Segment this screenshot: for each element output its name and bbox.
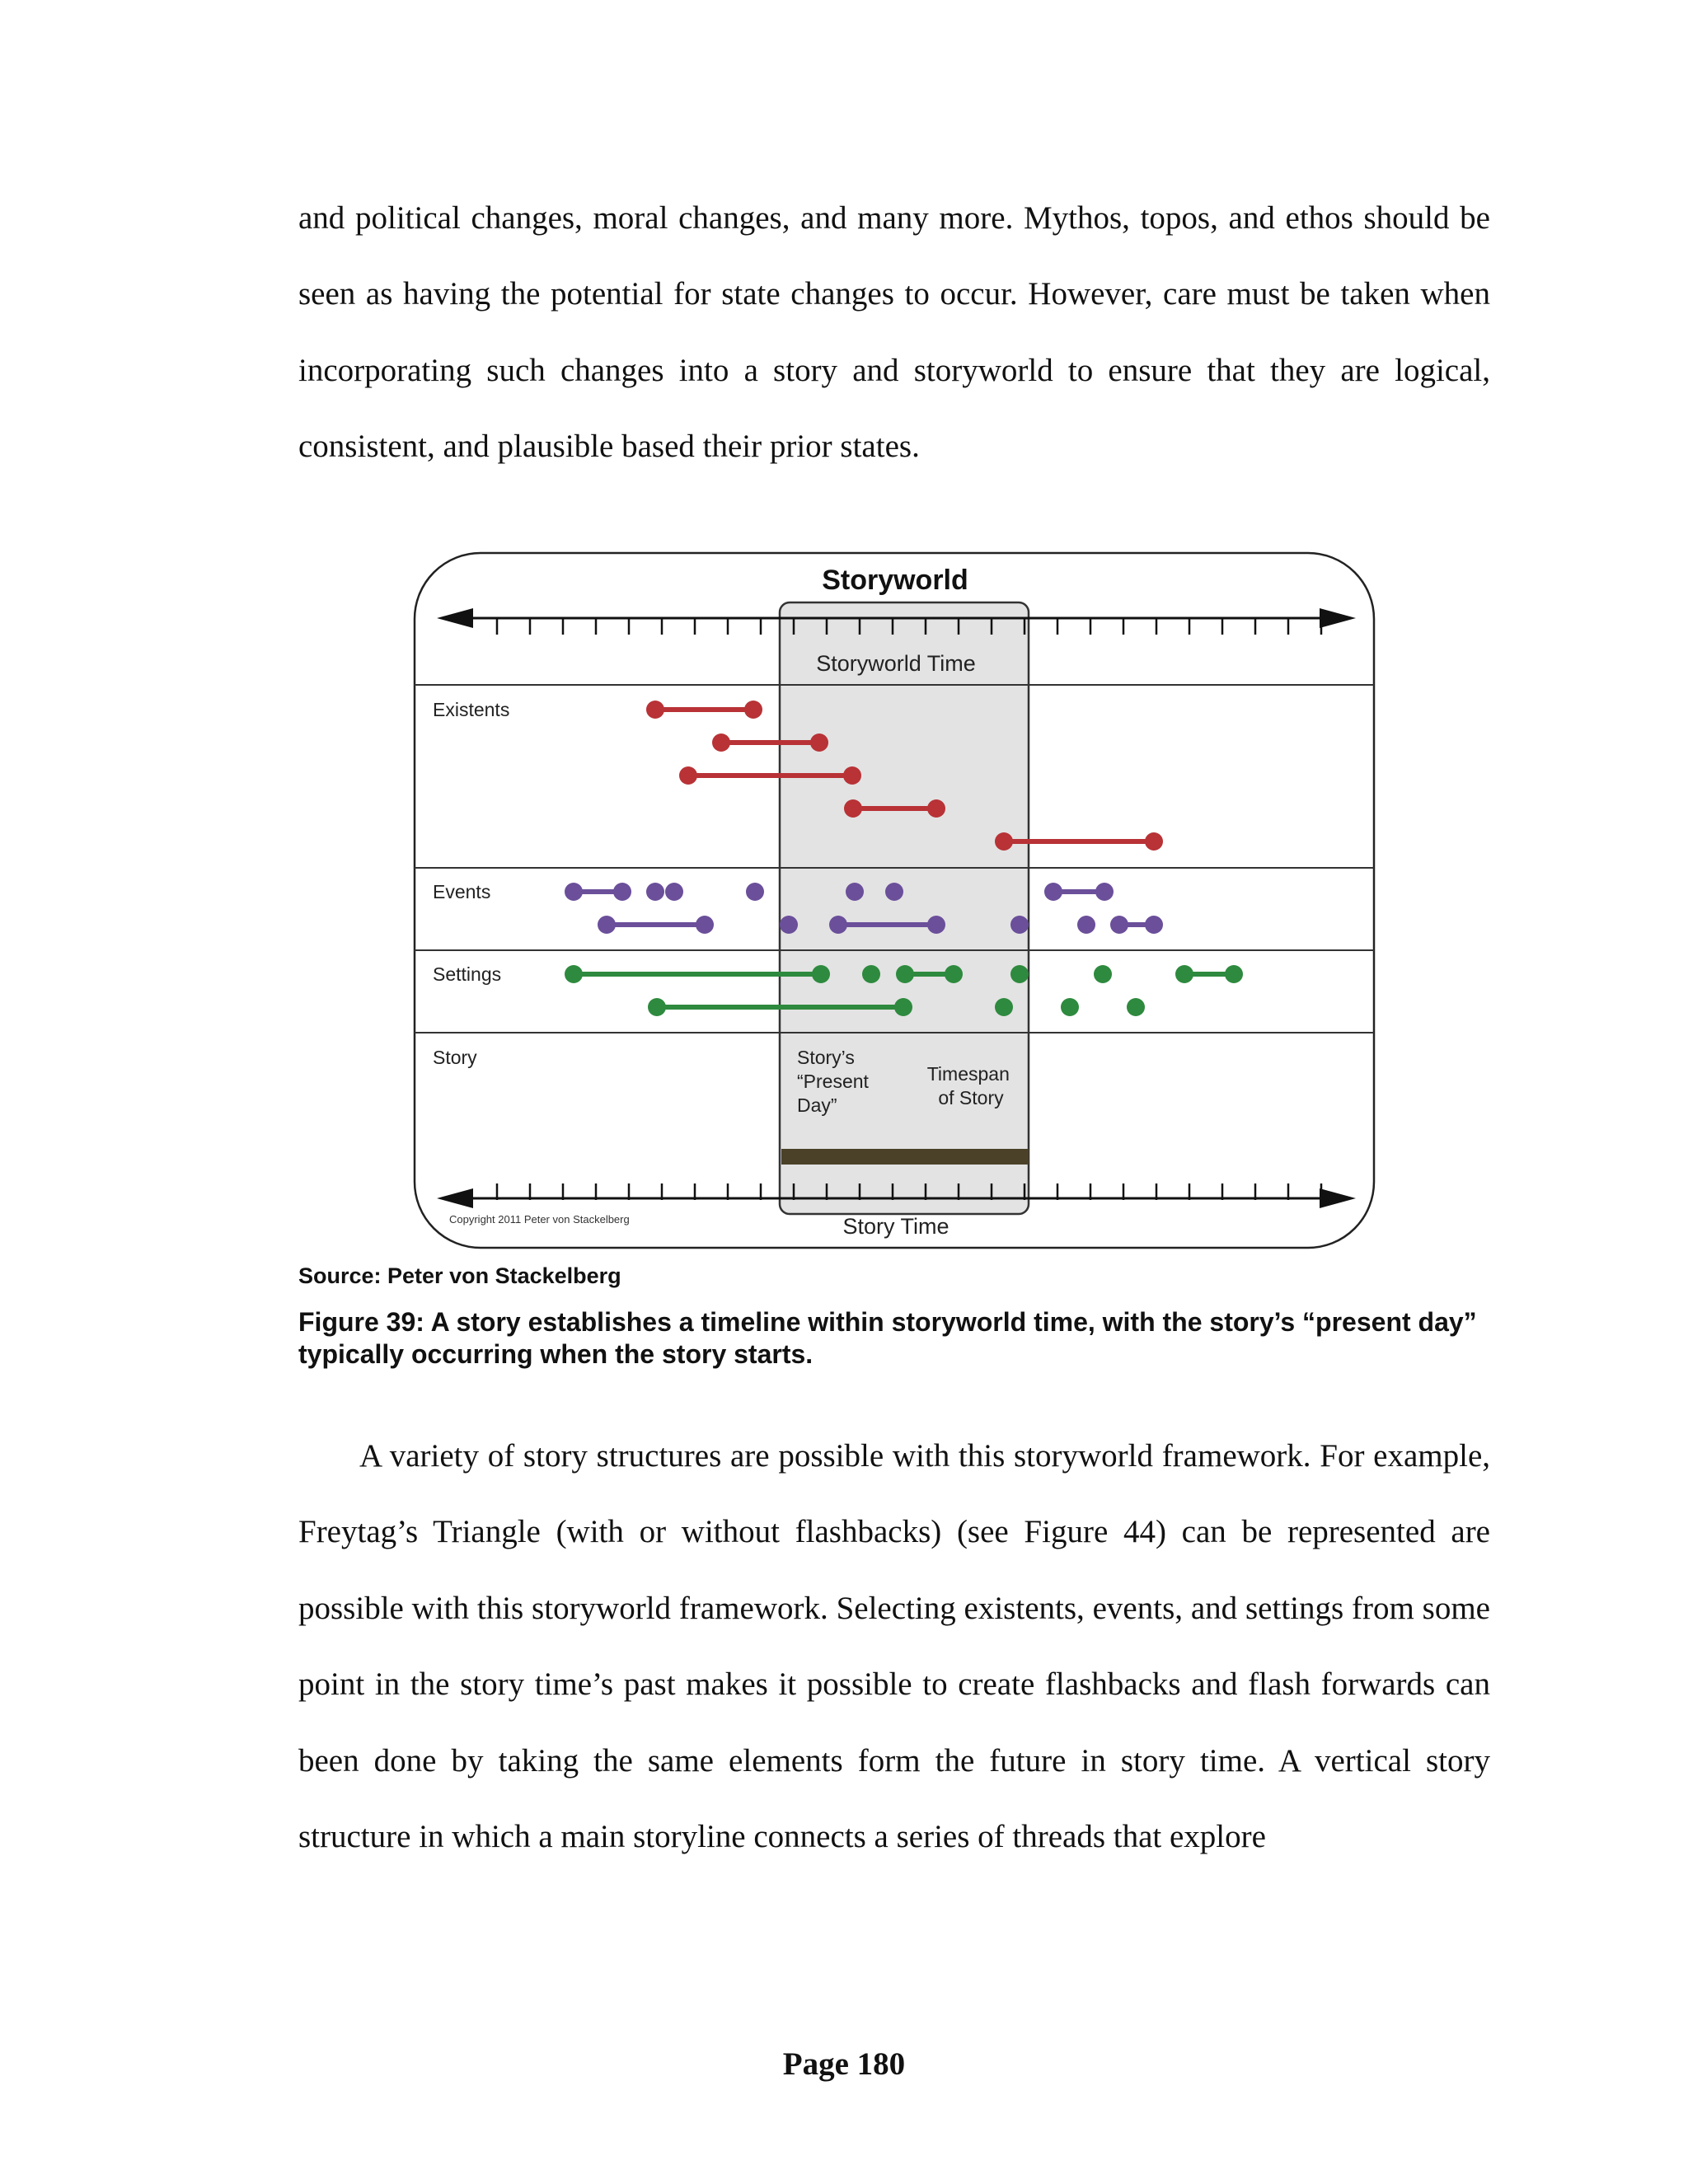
body-paragraph: A variety of story structures are possible with this storyworld framework. For example, Freytag’s Triangle (with or without flashbacks) (see Figure 44) can be represented are possible with this storyworld framework. Selecting existents, events, and settings from some point in the story time’s past makes it possible to create flashbacks and flash forwards can been done by taking the same elements form the future in story time. A vertical story structure in which a main storyline connects a series of threads that explore [298, 1438, 1490, 1855]
setting-span [1061, 998, 1079, 1016]
event-span [846, 883, 864, 901]
event-span [665, 883, 683, 901]
figure-source: Source: Peter von Stackelberg [298, 1263, 621, 1288]
story-timespan-bar [781, 1149, 1029, 1165]
setting-span [1127, 998, 1145, 1016]
storyworld-time-highlight [780, 602, 1029, 1214]
figure-title: Storyworld [822, 565, 968, 596]
timespan-label: Timespan of Story [926, 1063, 1010, 1108]
event-span [1077, 916, 1095, 934]
page-number: Page 180 [782, 2046, 906, 2082]
event-span [646, 883, 664, 901]
present-day-label: Story’s “Present Day” [797, 1047, 869, 1116]
row-label-settings: Settings [433, 963, 502, 985]
event-span [1010, 916, 1029, 934]
story-time-label: Story Time [842, 1214, 950, 1239]
storyworld-time-label: Storyworld Time [816, 651, 976, 676]
copyright-notice: Copyright 2011 Peter von Stackelberg [449, 1213, 630, 1226]
setting-span [1094, 965, 1112, 983]
row-label-events: Events [433, 881, 491, 902]
event-span [746, 883, 764, 901]
setting-span [1010, 965, 1029, 983]
event-span [780, 916, 798, 934]
setting-span [995, 998, 1013, 1016]
event-span [885, 883, 903, 901]
figure-caption: Figure 39: A story establishes a timeline within storyworld time, with the story’s “present day” typically occurring when the story starts. [298, 1307, 1477, 1369]
row-label-existents: Existents [433, 699, 510, 720]
row-label-story: Story [433, 1047, 477, 1068]
body-paragraph: and political changes, moral changes, and many more. Mythos, topos, and ethos should be seen as having the potential for state changes to occur. However, care must be taken when incorporating such changes into a story and storyworld to ensure that they are logical, consistent, and plausible based their prior states. [298, 200, 1490, 465]
setting-span [862, 965, 880, 983]
